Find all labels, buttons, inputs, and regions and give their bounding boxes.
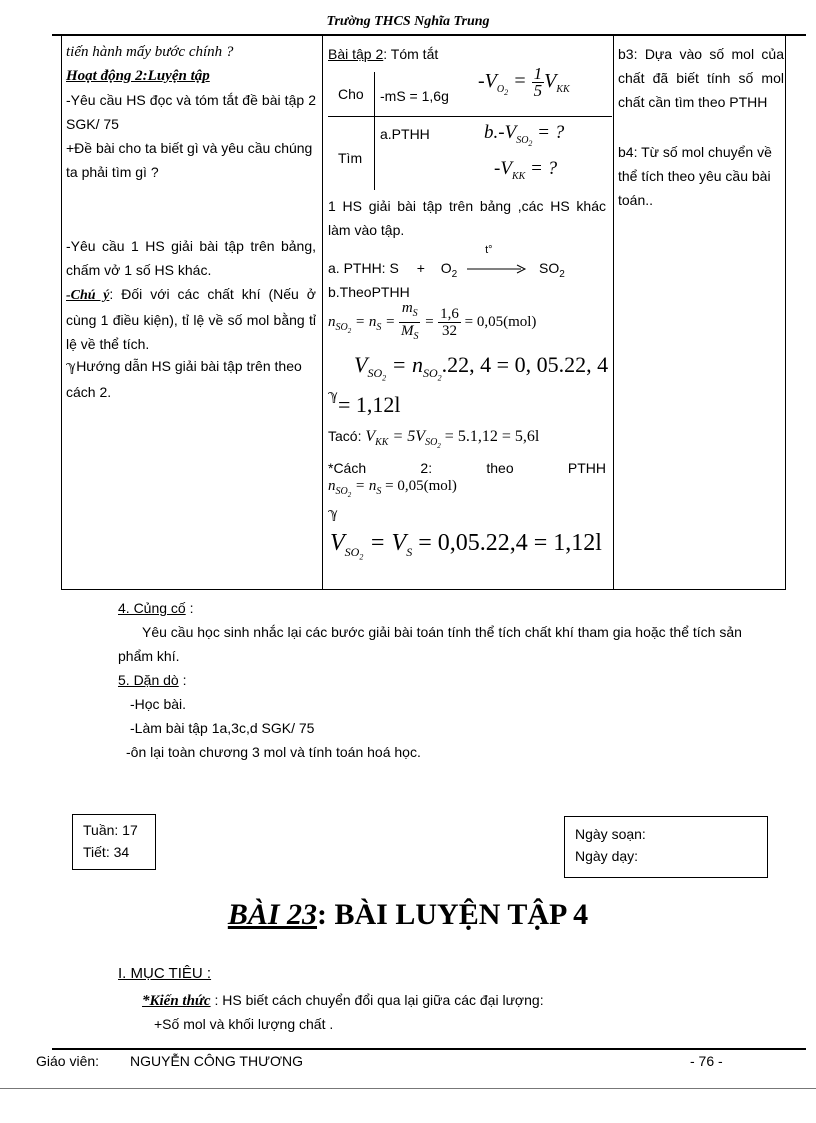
activity2-heading: Hoạt động 2:Luyện tập xyxy=(66,68,210,84)
knowledge-text: : HS biết cách chuyển đổi qua lại giữa các đại lượng: xyxy=(210,992,544,1008)
table-divider-1 xyxy=(322,36,323,590)
col1-line0: tiến hành mấy bước chính ? xyxy=(66,44,234,60)
taco-label: Tacó: xyxy=(328,428,362,444)
calc1: $n_{SO_2} = n_S$ = $\frac{m_S}{M_S}$ = $\frac{1,6}{32}$ = 0,05(mol) xyxy=(328,300,537,342)
period-label: Tiết: 34 xyxy=(83,844,130,860)
lesson-number: BÀI 23 xyxy=(227,898,318,931)
date-box xyxy=(564,816,768,878)
given-label: Cho xyxy=(338,86,364,102)
homework-item-3: -ôn lại toàn chương 3 mol và tính toán hoá học. xyxy=(126,744,421,760)
table-divider-2 xyxy=(613,36,614,590)
find-a: a.PTHH xyxy=(380,126,430,142)
pthh-b: b.TheoPTHH xyxy=(328,284,410,300)
reaction-arrow xyxy=(467,244,529,280)
page-break-line xyxy=(0,1088,816,1089)
given-vo2: $-V_{O_2}$ = $\frac{1}{5}$ $V_{KK}$ xyxy=(478,64,570,100)
final-value: = 0,05.22,4 = 1,12l xyxy=(418,530,602,556)
find-vkk: $-V_{KK}$ = ? xyxy=(494,158,558,182)
summary-vline xyxy=(374,72,375,190)
method2-eq: $n_{SO_2} = n_S = 0,05(mol)$ xyxy=(328,478,457,499)
arrow-label: t° xyxy=(485,244,493,256)
consolidation-colon: : xyxy=(185,600,194,616)
col1-p1: -Yêu cầu HS đọc và tóm tắt đề bài tập 2 SGK/ 75 xyxy=(66,92,316,132)
so2-formula: $SO_2$ xyxy=(539,260,565,280)
method2: *Cách 2: theo PTHH xyxy=(328,460,606,476)
pthh-a: a. PTHH: S xyxy=(328,260,399,276)
col1-p3: -Yêu cầu 1 HS giải bài tập trên bảng, chấm vở 1 số HS khác. xyxy=(66,238,316,278)
lesson-title-rest: : BÀI LUYỆN TẬP 4 xyxy=(317,898,589,931)
teacher-name: NGUYỄN CÔNG THƯƠNG xyxy=(130,1053,304,1069)
find-vso2: $b.-V_{SO_2}$ = ? xyxy=(484,122,565,148)
objectives-heading: I. MỤC TIÊU : xyxy=(118,965,212,982)
teach-date-label: Ngày dạy: xyxy=(575,848,639,864)
week-label: Tuần: 17 xyxy=(83,822,138,838)
footer-rule xyxy=(52,1048,806,1050)
note-label: -Chú ý xyxy=(66,288,110,303)
hint-symbol-2: ℽ xyxy=(328,389,339,404)
calc2: $V_{SO_2} = n_{SO_2}.22$, 4 = 0, 05.22, 4 xyxy=(354,352,609,383)
homework-item-1: -Học bài. xyxy=(130,696,187,712)
plus-sign: + xyxy=(416,260,425,276)
final-eq: $V_{SO_2} = V_S = 0,05.22,4 = 1,12l$ xyxy=(330,530,602,562)
calc3: = 1,12l xyxy=(338,392,401,417)
homework-colon: : xyxy=(178,672,187,688)
col2-intro: 1 HS giải bài tập trên bảng ,các HS khác làm vào tập. xyxy=(328,198,606,238)
method2-value: = 0,05(mol) xyxy=(385,478,457,494)
summary-box xyxy=(328,64,612,190)
consolidation-text: Yêu cầu học sinh nhắc lại các bước giải bài toán tính thể tích chất khí tham gia hoặc thể tích sản phẩm khí. xyxy=(118,624,742,664)
given-ms: -mS = 1,6g xyxy=(380,88,449,104)
exercise2-label: Bài tập 2 xyxy=(328,46,384,62)
col1-note xyxy=(66,282,316,356)
knowledge-line xyxy=(142,988,782,1013)
homework-item-2: -Làm bài tập 1a,3c,d SGK/ 75 xyxy=(130,720,315,736)
calc1-value: = 0,05(mol) xyxy=(464,313,537,330)
homework-heading xyxy=(118,668,758,692)
hint-symbol-3: ℽ xyxy=(328,507,339,522)
col1-p4-text: Hướng dẫn HS giải bài tập trên theo cách 2. xyxy=(66,358,302,400)
summary-hline xyxy=(328,116,612,117)
school-header: Trường THCS Nghĩa Trung xyxy=(326,14,490,29)
find-label: Tìm xyxy=(338,150,363,166)
col3-b4: b4: Từ số mol chuyển về thể tích theo yêu cầu bài toán.. xyxy=(618,144,772,208)
prep-date-label: Ngày soạn: xyxy=(575,826,646,842)
hint-symbol: ℽ xyxy=(66,360,77,375)
consolidation-heading xyxy=(118,596,758,620)
homework-label: 5. Dặn dò xyxy=(118,672,179,688)
col1-p2: +Đề bài cho ta biết gì và yêu cầu chúng ta phải tìm gì ? xyxy=(66,140,313,180)
knowledge-label: *Kiến thức xyxy=(142,993,211,1009)
calc2-value: = 0, 05.22, 4 xyxy=(496,352,609,377)
consolidation-label: 4. Củng cố xyxy=(118,600,186,616)
o2-formula: $O_2$ xyxy=(440,260,458,280)
exercise2-title xyxy=(328,42,608,66)
teacher-label: Giáo viên: xyxy=(36,1053,100,1069)
exercise2-text: : Tóm tắt xyxy=(383,46,439,62)
lesson-title xyxy=(0,898,816,932)
taco-line: Tacó: $V_{KK} = 5V_{SO_2} = 5.1,12 = 5,6l$ xyxy=(328,428,540,451)
objective-item-1: +Số mol và khối lượng chất . xyxy=(154,1016,334,1032)
note-text: : Đối với các chất khí (Nếu ở cùng 1 điều kiện), tỉ lệ về số mol bằng tỉ lệ về thể tích. xyxy=(66,286,316,352)
week-box xyxy=(72,814,156,870)
col3-b3: b3: Dựa vào số mol của chất đã biết tính số mol chất cần tìm theo PTHH xyxy=(618,46,784,110)
page-number: - 76 - xyxy=(690,1053,723,1069)
col1-p4 xyxy=(66,354,316,404)
taco-value: = 5.1,12 = 5,6l xyxy=(444,428,540,445)
